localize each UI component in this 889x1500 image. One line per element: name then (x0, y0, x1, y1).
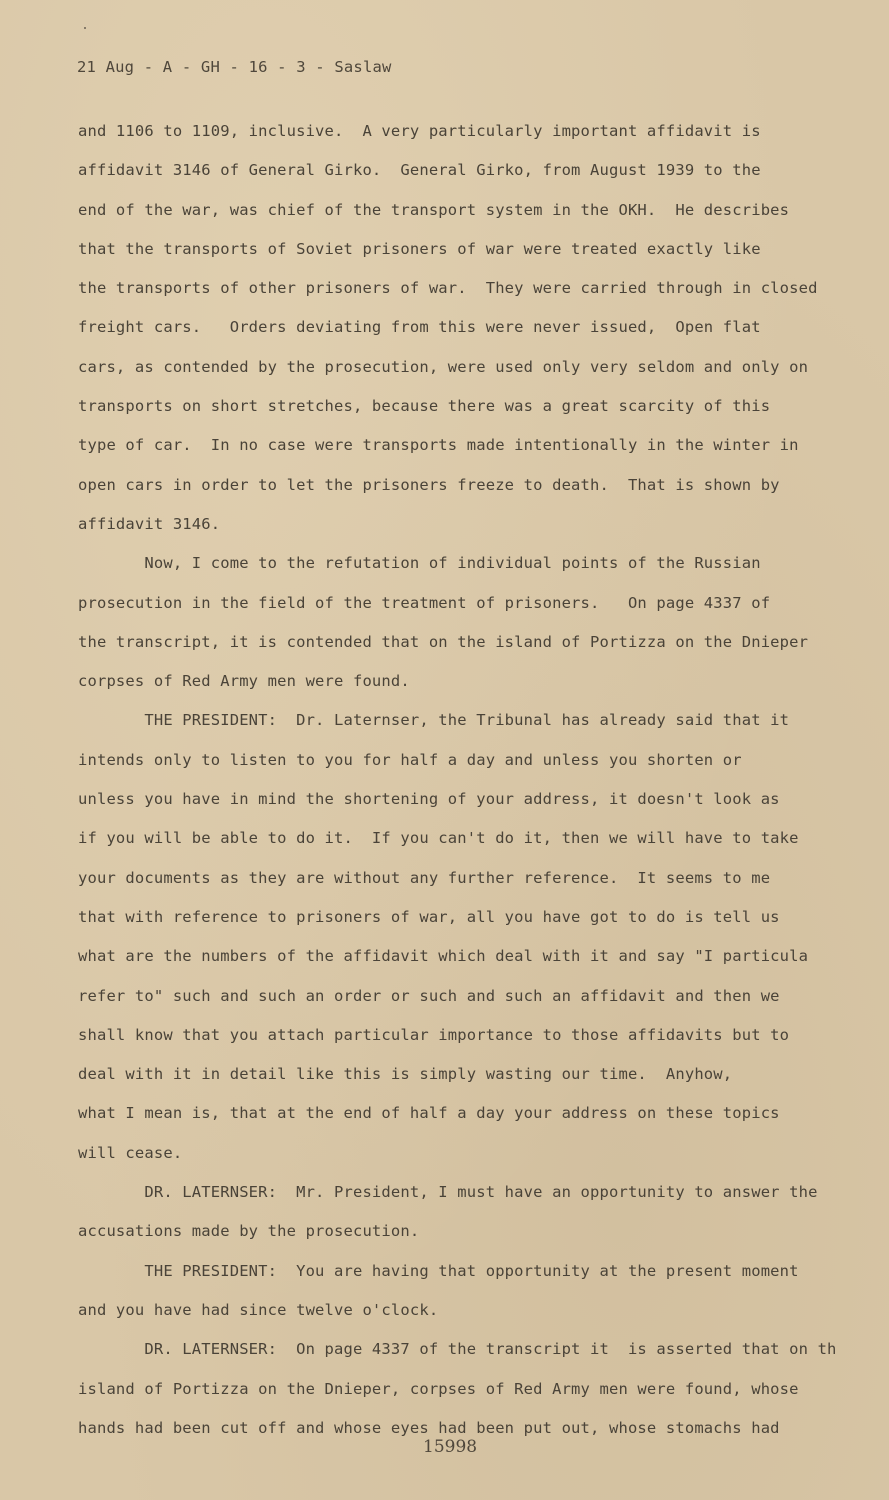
text-line: and 1106 to 1109, inclusive. A very particularly important affidavit is (78, 122, 761, 140)
text-line: what I mean is, that at the end of half a day your address on these topics (78, 1104, 780, 1123)
text-line: if you will be able to do it. If you can't do it, then we will have to take (78, 829, 799, 848)
text-line: unless you have in mind the shortening of your address, it doesn't look as (78, 790, 780, 809)
text-line: DR. LATERNSER: On page 4337 of the transcript it is asserted that on th (78, 1340, 837, 1359)
text-line: accusations made by the prosecution. (78, 1222, 420, 1241)
text-line: and you have had since twelve o'clock. (78, 1300, 439, 1319)
text-line: affidavit 3146 of General Girko. General Girko, from August 1939 to the (78, 161, 761, 180)
text-line: open cars in order to let the prisoners freeze to death. That is shown by (78, 475, 780, 494)
text-line: the transports of other prisoners of war. They were carried through in closed (78, 279, 818, 298)
text-line: hands had been cut off and whose eyes had been put out, whose stomachs had (78, 1418, 780, 1437)
text-line: will cease. (78, 1143, 183, 1162)
text-line: your documents as they are without any further reference. It seems to me (78, 868, 771, 887)
text-line: deal with it in detail like this is simply wasting our time. Anyhow, (78, 1065, 733, 1084)
text-line: DR. LATERNSER: Mr. President, I must have an opportunity to answer the (78, 1183, 818, 1202)
page-header: 21 Aug - A - GH - 16 - 3 - Saslaw (77, 58, 392, 76)
text-line: that with reference to prisoners of war, all you have got to do is tell us (78, 907, 780, 926)
text-line: end of the war, was chief of the transport system in the OKH. He describes (78, 200, 790, 219)
text-line: cars, as contended by the prosecution, were used only very seldom and only on (78, 357, 809, 376)
text-line: transports on short stretches, because there was a great scarcity of this (78, 397, 771, 416)
text-line: that the transports of Soviet prisoners of war were treated exactly like (78, 239, 761, 258)
text-line: THE PRESIDENT: You are having that opportunity at the present moment (78, 1261, 799, 1280)
text-line: island of Portizza on the Dnieper, corpses of Red Army men were found, whose (78, 1379, 799, 1398)
text-line: what are the numbers of the affidavit which deal with it and say "I particula (78, 947, 809, 966)
text-line: affidavit 3146. (78, 514, 221, 533)
text-line: freight cars. Orders deviating from this were never issued, Open flat (78, 318, 761, 337)
text-line: corpses of Red Army men were found. (78, 672, 410, 691)
text-line: prosecution in the field of the treatment of prisoners. On page 4337 of (78, 593, 771, 612)
text-line: type of car. In no case were transports made intentionally in the winter in (78, 436, 799, 455)
transcript-body (78, 112, 838, 1448)
text-line: intends only to listen to you for half a day and unless you shorten or (78, 750, 742, 769)
text-line: Now, I come to the refutation of individual points of the Russian (78, 554, 761, 573)
page-number: 15998 (423, 1437, 478, 1457)
text-line: refer to" such and such an order or such and such an affidavit and then we (78, 986, 780, 1005)
text-line: the transcript, it is contended that on the island of Portizza on the Dnieper (78, 632, 809, 651)
text-line: THE PRESIDENT: Dr. Laternser, the Tribunal has already said that it (78, 711, 790, 730)
text-line: shall know that you attach particular importance to those affidavits but to (78, 1025, 790, 1044)
margin-speck (84, 27, 86, 29)
